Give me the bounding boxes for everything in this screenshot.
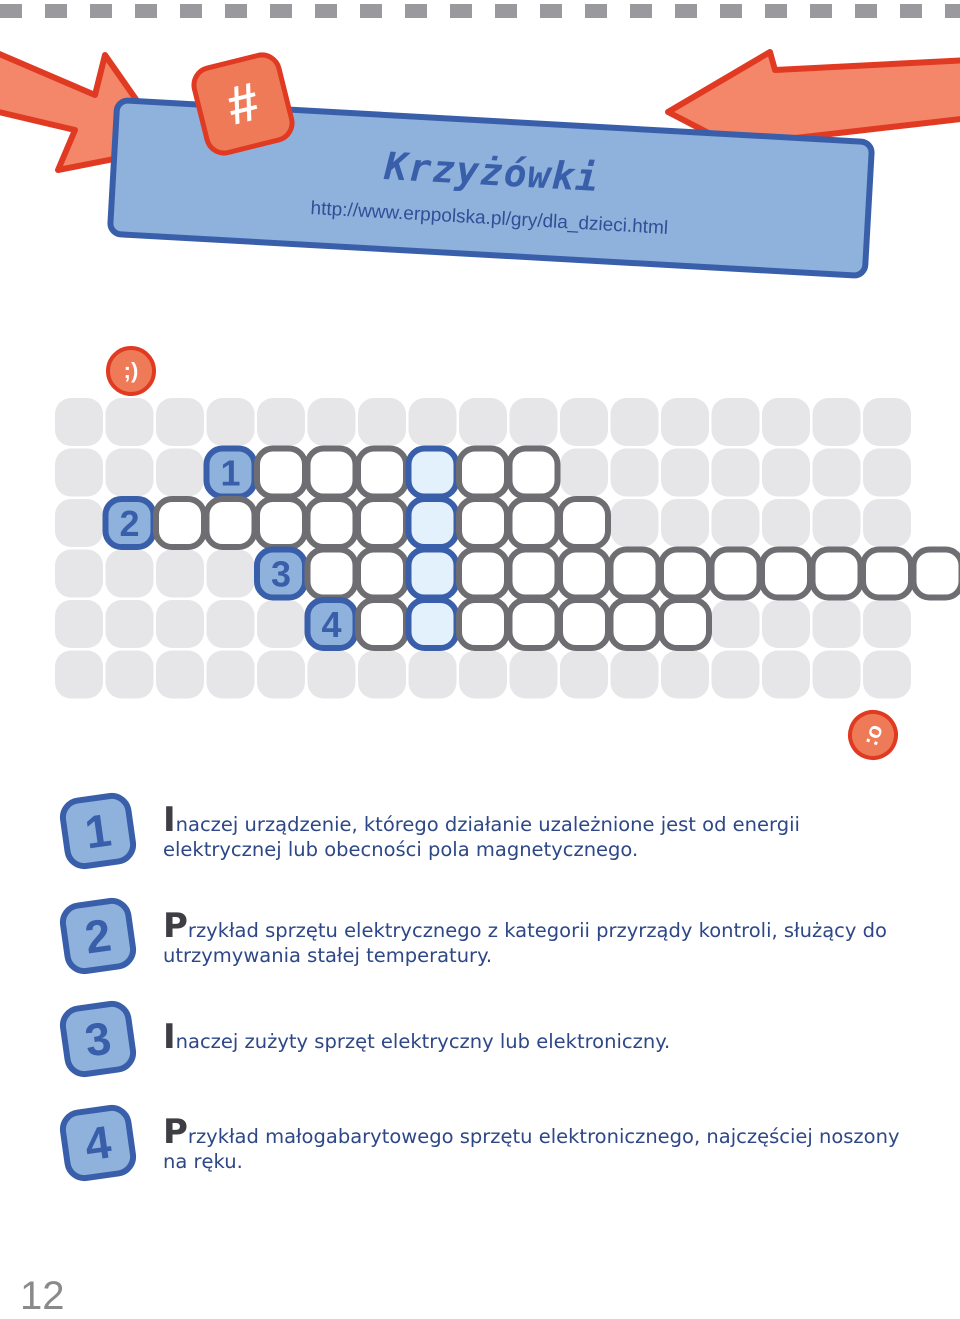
answer-cell <box>611 550 659 598</box>
clue-number-2: 2 <box>57 895 138 976</box>
answer-number-label: 2 <box>119 503 139 544</box>
grid-background-cell <box>156 398 204 446</box>
grid-background-cell <box>156 550 204 598</box>
grid-background-cell <box>55 499 103 547</box>
answer-cell <box>257 499 305 547</box>
answer-cell <box>308 499 356 547</box>
clue-text-1: Inaczej urządzenie, którego działanie uzależnione jest od energii elektrycznej lub obecności pola magnetycznego. <box>163 808 903 862</box>
solution-cell <box>409 449 457 497</box>
answer-cell <box>358 449 406 497</box>
grid-background-cell <box>358 398 406 446</box>
grid-background-cell <box>308 398 356 446</box>
answer-number-label: 1 <box>220 453 240 494</box>
answer-cell <box>358 499 406 547</box>
hash-icon: # <box>187 48 299 160</box>
wink-emoticon-icon: ;) <box>106 346 156 396</box>
grid-background-cell <box>863 600 911 648</box>
grid-background-cell <box>813 499 861 547</box>
answer-cell <box>459 499 507 547</box>
grid-background-cell <box>55 651 103 699</box>
grid-background-cell <box>712 600 760 648</box>
answer-cell <box>156 499 204 547</box>
grid-background-cell <box>207 398 255 446</box>
answer-cell <box>358 600 406 648</box>
grid-background-cell <box>813 449 861 497</box>
grid-background-cell <box>712 449 760 497</box>
grid-background-cell <box>106 651 154 699</box>
grid-background-cell <box>611 449 659 497</box>
grid-background-cell <box>106 600 154 648</box>
grid-background-cell <box>661 398 709 446</box>
grid-background-cell <box>813 398 861 446</box>
answer-cell <box>257 449 305 497</box>
grid-background-cell <box>257 600 305 648</box>
grid-background-cell <box>863 651 911 699</box>
grid-background-cell <box>560 651 608 699</box>
answer-cell <box>762 550 810 598</box>
grid-background-cell <box>863 398 911 446</box>
grid-background-cell <box>409 398 457 446</box>
grid-background-cell <box>409 651 457 699</box>
answer-cell <box>712 550 760 598</box>
grid-background-cell <box>762 651 810 699</box>
grid-background-cell <box>207 550 255 598</box>
grid-background-cell <box>813 651 861 699</box>
solution-cell <box>409 600 457 648</box>
answer-cell <box>459 550 507 598</box>
grid-background-cell <box>611 499 659 547</box>
page-number: 12 <box>20 1274 65 1319</box>
answer-cell <box>510 449 558 497</box>
clue-text-2: Przykład sprzętu elektrycznego z kategorii przyrządy kontroli, służący do utrzymywania stałej temperatury. <box>163 914 903 968</box>
answer-cell <box>207 499 255 547</box>
answer-cell <box>459 600 507 648</box>
grid-background-cell <box>55 449 103 497</box>
grid-background-cell <box>762 499 810 547</box>
grid-background-cell <box>459 651 507 699</box>
solution-cell <box>409 499 457 547</box>
grid-background-cell <box>661 651 709 699</box>
answer-cell <box>560 550 608 598</box>
grid-background-cell <box>106 398 154 446</box>
grid-background-cell <box>611 398 659 446</box>
grid-background-cell <box>106 550 154 598</box>
clue-text-4: Przykład małogabarytowego sprzętu elektronicznego, najczęściej noszony na ręku. <box>163 1120 903 1174</box>
answer-cell <box>863 550 911 598</box>
grid-background-cell <box>611 651 659 699</box>
grid-background-cell <box>207 600 255 648</box>
grid-background-cell <box>156 449 204 497</box>
grid-background-cell <box>257 651 305 699</box>
answer-cell <box>358 550 406 598</box>
grid-background-cell <box>863 449 911 497</box>
grid-background-cell <box>560 398 608 446</box>
answer-cell <box>813 550 861 598</box>
grid-background-cell <box>762 600 810 648</box>
answer-cell <box>661 550 709 598</box>
grid-background-cell <box>712 398 760 446</box>
solution-cell <box>409 550 457 598</box>
grid-background-cell <box>813 600 861 648</box>
answer-cell <box>560 499 608 547</box>
grid-background-cell <box>510 398 558 446</box>
grid-background-cell <box>156 600 204 648</box>
grid-background-cell <box>156 651 204 699</box>
answer-number-label: 4 <box>321 604 341 645</box>
grid-background-cell <box>762 449 810 497</box>
clue-number-4: 4 <box>57 1102 138 1183</box>
grid-background-cell <box>510 651 558 699</box>
answer-cell <box>661 600 709 648</box>
clue-text-3: Inaczej zużyty sprzęt elektryczny lub elektroniczny. <box>163 1025 903 1054</box>
grid-background-cell <box>55 600 103 648</box>
crossword-grid <box>0 390 960 720</box>
grid-background-cell <box>712 499 760 547</box>
grid-background-cell <box>207 651 255 699</box>
source-url[interactable]: http://www.erppolska.pl/gry/dla_dzieci.html <box>114 187 864 251</box>
grid-background-cell <box>55 550 103 598</box>
grid-background-cell <box>106 449 154 497</box>
grid-background-cell <box>358 651 406 699</box>
page-title: Krzyżówki <box>116 129 867 215</box>
answer-cell <box>459 449 507 497</box>
grid-background-cell <box>459 398 507 446</box>
grid-background-cell <box>257 398 305 446</box>
answer-cell <box>560 600 608 648</box>
clue-number-1: 1 <box>57 790 138 871</box>
answer-cell <box>510 499 558 547</box>
grid-background-cell <box>560 449 608 497</box>
answer-cell <box>308 550 356 598</box>
answer-cell <box>308 449 356 497</box>
clue-number-3: 3 <box>57 998 138 1079</box>
grid-background-cell <box>661 449 709 497</box>
grid-background-cell <box>55 398 103 446</box>
surprise-emoticon-icon: :o <box>841 703 905 767</box>
answer-number-label: 3 <box>271 554 291 595</box>
answer-cell <box>510 600 558 648</box>
answer-cell <box>510 550 558 598</box>
answer-cell <box>914 550 960 598</box>
grid-background-cell <box>661 499 709 547</box>
grid-background-cell <box>712 651 760 699</box>
grid-background-cell <box>863 499 911 547</box>
grid-background-cell <box>308 651 356 699</box>
answer-cell <box>611 600 659 648</box>
grid-background-cell <box>762 398 810 446</box>
